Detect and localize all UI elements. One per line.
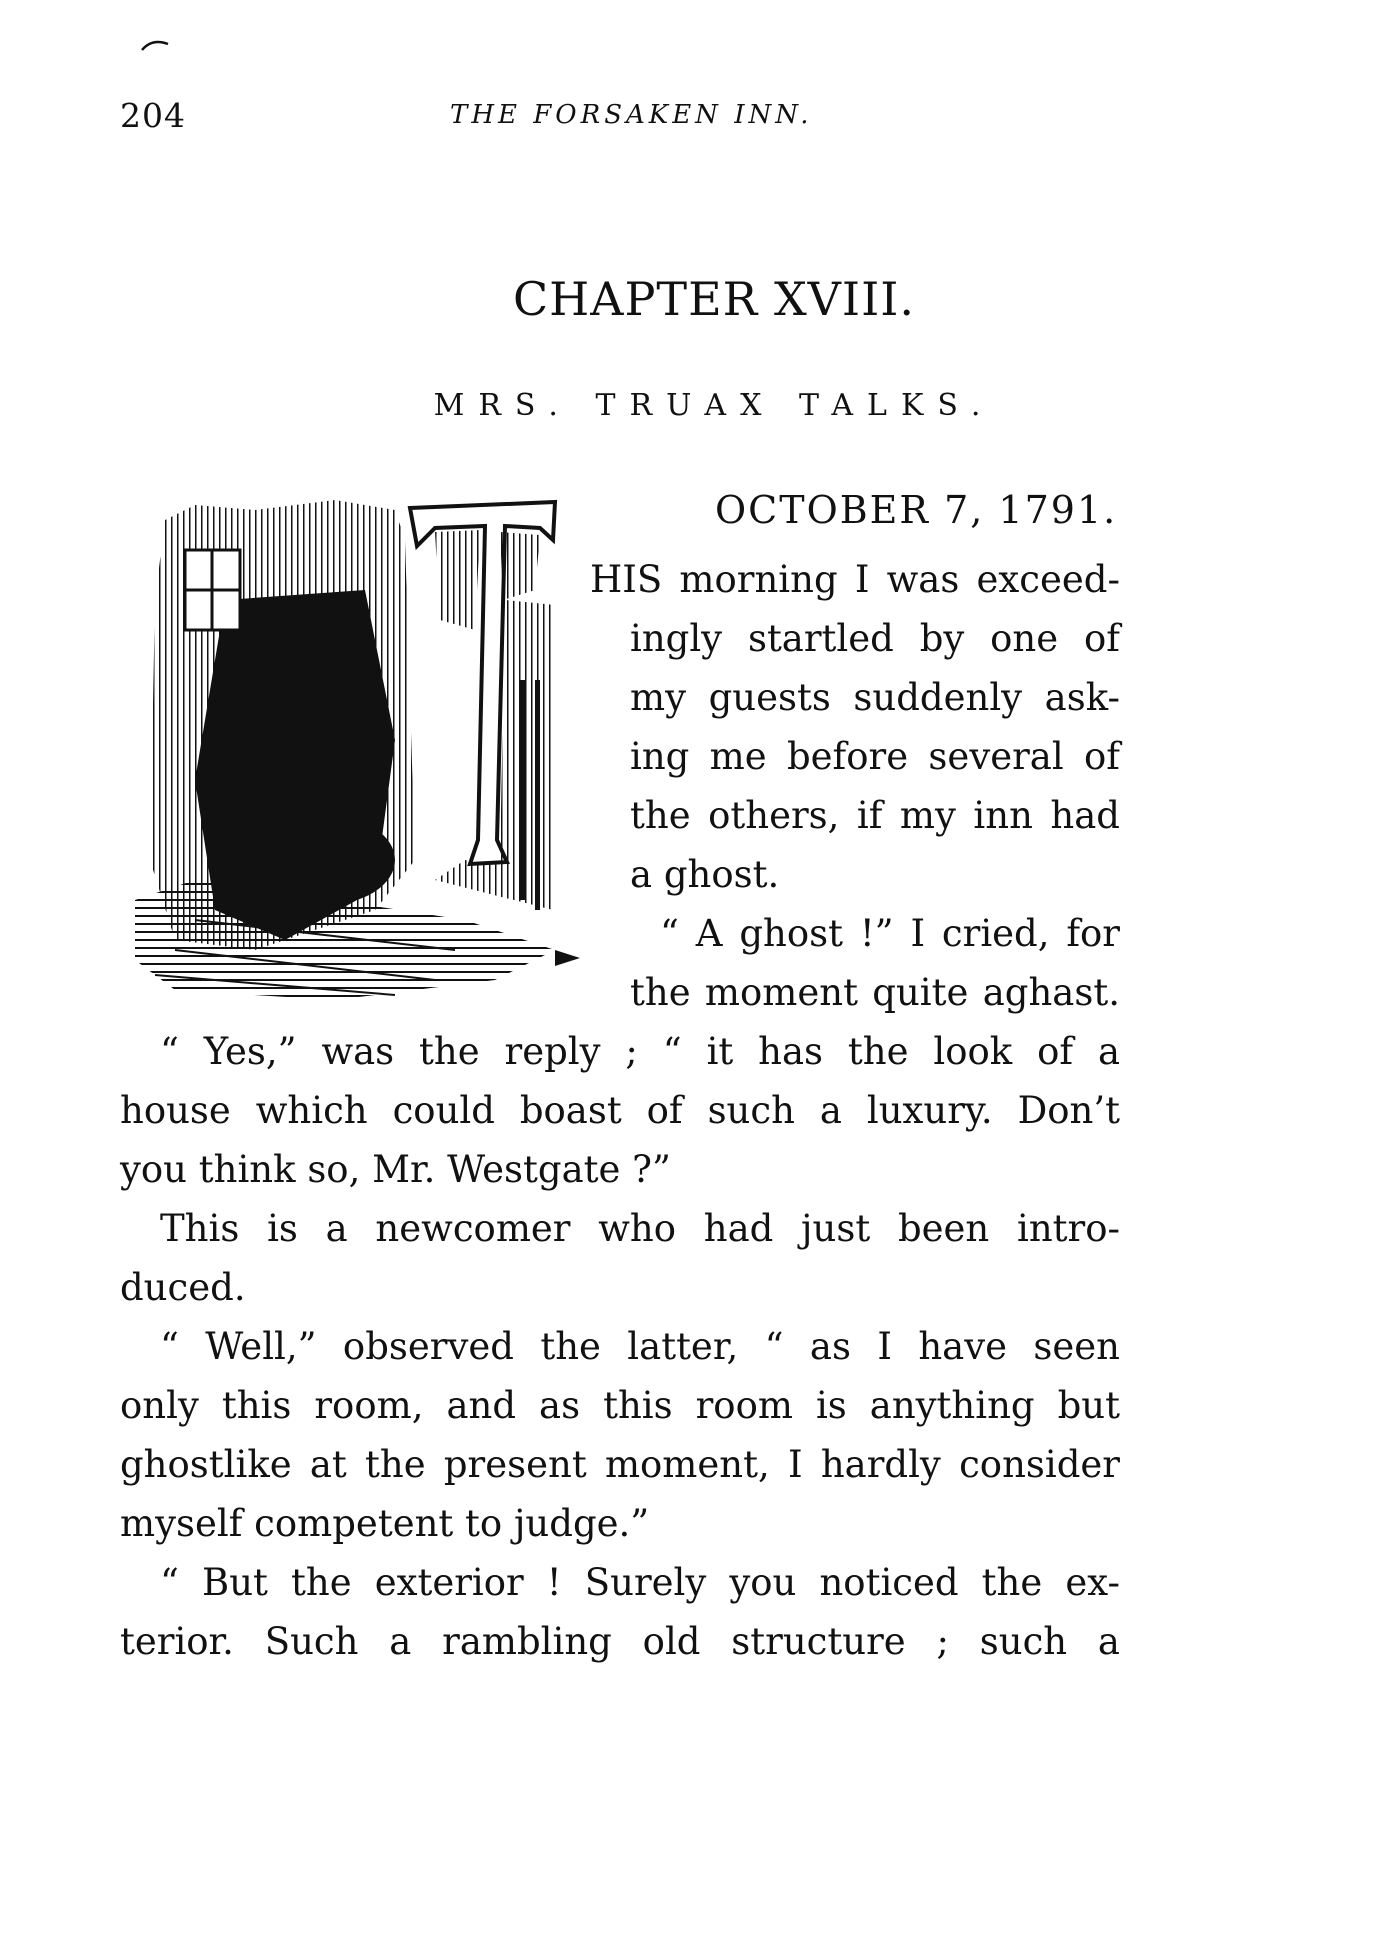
drop-cap-illustration-icon bbox=[135, 480, 605, 1030]
dateline: OCTOBER 7, 1791. bbox=[715, 488, 1118, 532]
text-line: you think so, Mr. Westgate ?” bbox=[120, 1148, 671, 1191]
running-head bbox=[120, 96, 1120, 136]
text-line: terior. Such a rambling old structure ; such a bbox=[120, 1620, 1120, 1663]
text-line: the others, if my inn had bbox=[630, 794, 1120, 837]
chapter-title: CHAPTER XVIII. bbox=[512, 272, 916, 326]
text-line: only this room, and as this room is anything but bbox=[120, 1384, 1120, 1427]
running-title: THE FORSAKEN INN. bbox=[450, 100, 813, 130]
text-line: “ A ghost !” I cried, for bbox=[660, 912, 1120, 955]
text-line: “ Yes,” was the reply ; “ it has the look of a bbox=[160, 1030, 1120, 1073]
text-line: ghostlike at the present moment, I hardly consider bbox=[120, 1443, 1120, 1486]
text-line: duced. bbox=[120, 1266, 246, 1309]
page-number: 204 bbox=[120, 96, 186, 135]
text-line: a ghost. bbox=[630, 853, 780, 896]
text-line: the moment quite aghast. bbox=[630, 971, 1120, 1014]
text-line: myself competent to judge.” bbox=[120, 1502, 650, 1545]
text-line: ing me before several of bbox=[630, 735, 1120, 778]
text-line: ingly startled by one of bbox=[630, 617, 1120, 660]
text-line: “ Well,” observed the latter, “ as I have seen bbox=[160, 1325, 1120, 1368]
text-line: “ But the exterior ! Surely you noticed the ex- bbox=[160, 1561, 1120, 1604]
text-line: HIS morning I was exceed- bbox=[590, 558, 1120, 601]
stray-mark-icon bbox=[140, 38, 170, 52]
text-line: house which could boast of such a luxury. Don’t bbox=[120, 1089, 1120, 1132]
chapter-subtitle: MRS. TRUAX TALKS. bbox=[433, 388, 995, 423]
text-line: This is a newcomer who had just been intro- bbox=[160, 1207, 1120, 1250]
text-line: my guests suddenly ask- bbox=[630, 676, 1120, 719]
